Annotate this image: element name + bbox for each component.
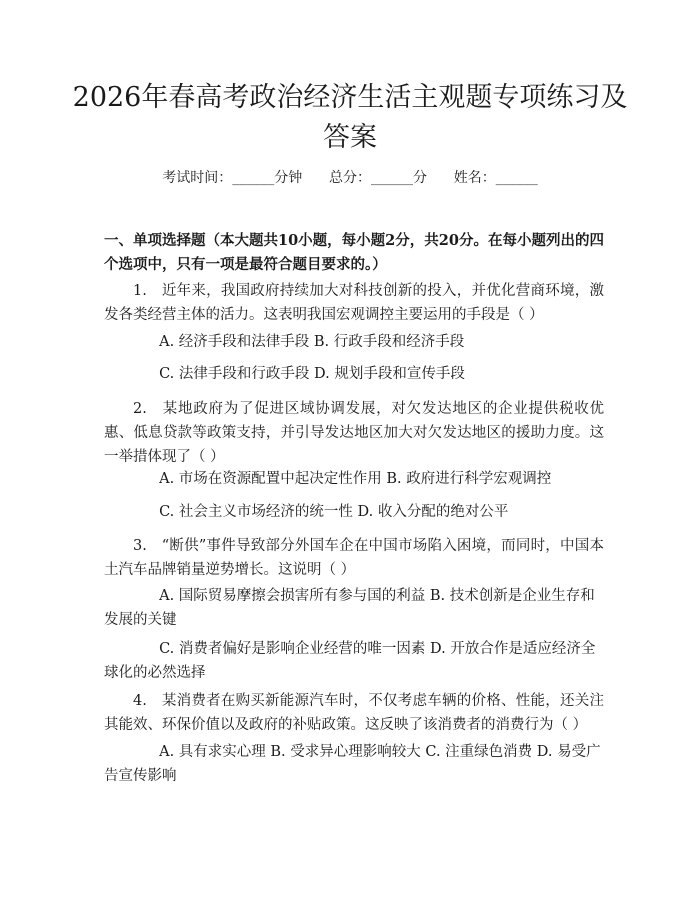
question-4-options-row-1: A. 具有求实心理 B. 受求异心理影响较大 C. 注重绿色消费 D. 易受广告宣传影响: [104, 744, 601, 784]
page-title: 2026年春高考政治经济生活主观题专项练习及答案: [72, 82, 628, 153]
question-4-stem: 4. 某消费者在购买新能源汽车时，不仅考虑车辆的价格、性能，还关注其能效、环保价值以及政府的补贴政策。这反映了该消费者的消费行为（ ）: [104, 693, 604, 733]
question-3-stem: 3. “断供”事件导致部分外国车企在中国市场陷入困境，而同时，中国本土汽车品牌销量逆势增长。这说明（ ）: [104, 538, 604, 578]
question-1-options-row-1: A. 经济手段和法律手段 B. 行政手段和经济手段: [159, 334, 465, 350]
question-1-options-row-2: C. 法律手段和行政手段 D. 规划手段和宣传手段: [159, 366, 465, 382]
question-2-options-row-1: A. 市场在资源配置中起决定性作用 B. 政府进行科学宏观调控: [159, 471, 552, 487]
question-3-options-row-1: A. 国际贸易摩擦会损害所有参与国的利益 B. 技术创新是企业生存和发展的关键: [104, 588, 595, 628]
question-1-stem: 1. 近年来，我国政府持续加大对科技创新的投入，并优化营商环境，激发各类经营主体的活力。这表明我国宏观调控主要运用的手段是（ ）: [104, 283, 604, 323]
question-3-options-row-2: C. 消费者偏好是影响企业经营的唯一因素 D. 开放合作是适应经济全球化的必然选择: [104, 641, 596, 681]
exam-info-line: 考试时间：______分钟 总分：______分 姓名：______: [162, 170, 538, 186]
question-2-options-row-2: C. 社会主义市场经济的统一性 D. 收入分配的绝对公平: [159, 504, 509, 520]
section-heading: 一、单项选择题（本大题共10小题，每小题2分，共20分。在每小题列出的四个选项中，只有一项是最符合题目要求的。）: [104, 232, 604, 273]
question-2-stem: 2. 某地政府为了促进区域协调发展，对欠发达地区的企业提供税收优惠、低息贷款等政策支持，并引导发达地区加大对欠发达地区的援助力度。这一举措体现了（ ）: [104, 401, 604, 465]
